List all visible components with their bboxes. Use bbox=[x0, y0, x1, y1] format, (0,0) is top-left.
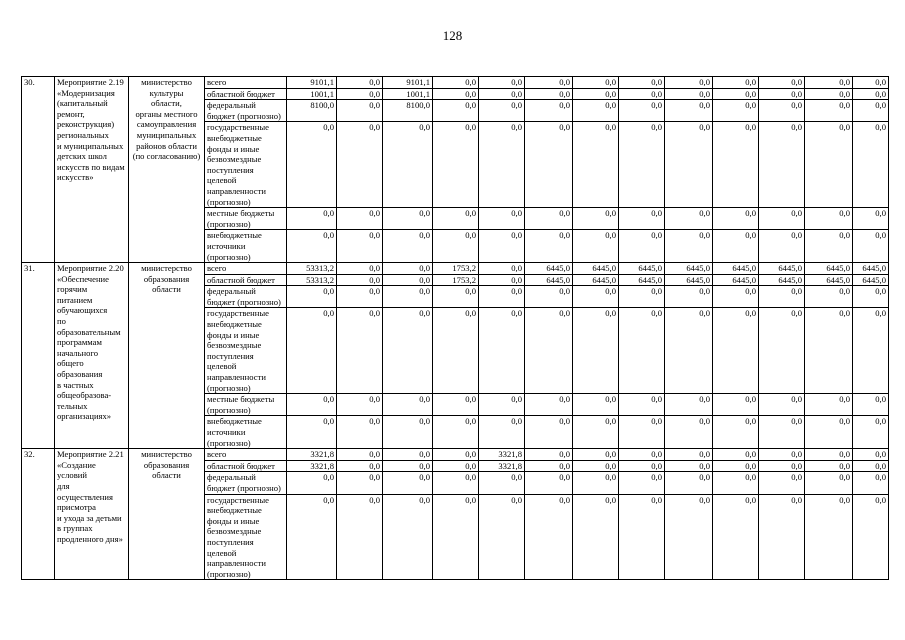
amount-cell: 0,0 bbox=[665, 449, 713, 461]
amount-cell: 0,0 bbox=[805, 494, 853, 580]
amount-cell: 0,0 bbox=[383, 494, 433, 580]
amount-cell: 0,0 bbox=[759, 122, 805, 208]
amount-cell: 0,0 bbox=[383, 416, 433, 449]
amount-cell: 0,0 bbox=[337, 100, 383, 122]
amount-cell: 6445,0 bbox=[525, 274, 573, 286]
amount-cell: 0,0 bbox=[665, 308, 713, 394]
amount-cell: 0,0 bbox=[479, 122, 525, 208]
amount-cell: 0,0 bbox=[287, 394, 337, 416]
amount-cell: 0,0 bbox=[433, 230, 479, 263]
amount-cell: 0,0 bbox=[805, 394, 853, 416]
funding-source: всего bbox=[205, 77, 287, 89]
amount-cell: 0,0 bbox=[573, 449, 619, 461]
amount-cell: 6445,0 bbox=[573, 274, 619, 286]
funding-source: местные бюджеты (прогнозно) bbox=[205, 208, 287, 230]
amount-cell: 0,0 bbox=[619, 449, 665, 461]
amount-cell: 0,0 bbox=[619, 122, 665, 208]
amount-cell: 0,0 bbox=[805, 77, 853, 89]
amount-cell: 0,0 bbox=[287, 208, 337, 230]
funding-source: областной бюджет bbox=[205, 460, 287, 472]
amount-cell: 6445,0 bbox=[853, 274, 889, 286]
amount-cell: 0,0 bbox=[287, 416, 337, 449]
amount-cell: 0,0 bbox=[853, 394, 889, 416]
amount-cell: 0,0 bbox=[525, 122, 573, 208]
table-row bbox=[22, 449, 889, 461]
amount-cell: 0,0 bbox=[383, 263, 433, 275]
amount-cell: 0,0 bbox=[433, 100, 479, 122]
amount-cell: 0,0 bbox=[479, 88, 525, 100]
measure-index: 31. bbox=[22, 263, 55, 449]
amount-cell: 0,0 bbox=[573, 100, 619, 122]
amount-cell: 6445,0 bbox=[805, 263, 853, 275]
amount-cell: 0,0 bbox=[853, 494, 889, 580]
amount-cell: 0,0 bbox=[759, 494, 805, 580]
measure-name: Мероприятие 2.19 «Модернизация (капитальный ремонт, реконструкция) региональных и муниципальных детских школ искусств по видам искусств» bbox=[55, 77, 129, 263]
amount-cell: 0,0 bbox=[853, 472, 889, 494]
funding-source: внебюджетные источники (прогнозно) bbox=[205, 416, 287, 449]
amount-cell: 0,0 bbox=[525, 494, 573, 580]
amount-cell: 0,0 bbox=[573, 494, 619, 580]
funding-source: областной бюджет bbox=[205, 274, 287, 286]
amount-cell: 0,0 bbox=[337, 88, 383, 100]
amount-cell: 0,0 bbox=[525, 416, 573, 449]
amount-cell: 0,0 bbox=[665, 394, 713, 416]
amount-cell: 0,0 bbox=[759, 208, 805, 230]
amount-cell: 0,0 bbox=[665, 472, 713, 494]
amount-cell: 0,0 bbox=[759, 100, 805, 122]
amount-cell: 0,0 bbox=[665, 88, 713, 100]
amount-cell: 53313,2 bbox=[287, 274, 337, 286]
amount-cell: 0,0 bbox=[479, 286, 525, 308]
amount-cell: 6445,0 bbox=[619, 263, 665, 275]
amount-cell: 0,0 bbox=[337, 208, 383, 230]
amount-cell: 0,0 bbox=[853, 449, 889, 461]
amount-cell: 0,0 bbox=[759, 88, 805, 100]
amount-cell: 0,0 bbox=[383, 208, 433, 230]
amount-cell: 0,0 bbox=[713, 416, 759, 449]
amount-cell: 0,0 bbox=[573, 416, 619, 449]
amount-cell: 0,0 bbox=[287, 494, 337, 580]
amount-cell: 0,0 bbox=[713, 286, 759, 308]
amount-cell: 0,0 bbox=[525, 88, 573, 100]
amount-cell: 0,0 bbox=[525, 394, 573, 416]
amount-cell: 0,0 bbox=[337, 460, 383, 472]
amount-cell: 0,0 bbox=[759, 416, 805, 449]
measure-index: 30. bbox=[22, 77, 55, 263]
amount-cell: 0,0 bbox=[713, 88, 759, 100]
amount-cell: 6445,0 bbox=[853, 263, 889, 275]
funding-source: федеральный бюджет (прогнозно) bbox=[205, 286, 287, 308]
amount-cell: 0,0 bbox=[525, 449, 573, 461]
amount-cell: 0,0 bbox=[433, 308, 479, 394]
amount-cell: 0,0 bbox=[853, 208, 889, 230]
amount-cell: 0,0 bbox=[759, 472, 805, 494]
amount-cell: 0,0 bbox=[619, 472, 665, 494]
amount-cell: 0,0 bbox=[805, 122, 853, 208]
amount-cell: 6445,0 bbox=[573, 263, 619, 275]
amount-cell: 0,0 bbox=[525, 230, 573, 263]
amount-cell: 0,0 bbox=[665, 494, 713, 580]
amount-cell: 0,0 bbox=[759, 230, 805, 263]
amount-cell: 0,0 bbox=[665, 230, 713, 263]
budget-table bbox=[21, 76, 889, 580]
amount-cell: 0,0 bbox=[433, 494, 479, 580]
responsible-executor: министерство образования области bbox=[129, 263, 205, 449]
amount-cell: 0,0 bbox=[573, 394, 619, 416]
amount-cell: 0,0 bbox=[287, 122, 337, 208]
amount-cell: 6445,0 bbox=[759, 274, 805, 286]
amount-cell: 0,0 bbox=[573, 208, 619, 230]
amount-cell: 0,0 bbox=[479, 416, 525, 449]
amount-cell: 0,0 bbox=[713, 472, 759, 494]
table-row bbox=[22, 77, 889, 89]
amount-cell: 6445,0 bbox=[713, 263, 759, 275]
amount-cell: 0,0 bbox=[383, 460, 433, 472]
funding-source: государственные внебюджетные фонды и иные безвозмездные поступления целевой направленности (прогнозно) bbox=[205, 122, 287, 208]
amount-cell: 0,0 bbox=[479, 208, 525, 230]
amount-cell: 0,0 bbox=[383, 286, 433, 308]
amount-cell: 1753,2 bbox=[433, 263, 479, 275]
amount-cell: 0,0 bbox=[713, 77, 759, 89]
amount-cell: 0,0 bbox=[573, 88, 619, 100]
responsible-executor: министерство культуры области, органы местного самоуправления муниципальных районов области (по согласованию) bbox=[129, 77, 205, 263]
amount-cell: 0,0 bbox=[337, 416, 383, 449]
amount-cell: 0,0 bbox=[433, 449, 479, 461]
amount-cell: 0,0 bbox=[479, 263, 525, 275]
amount-cell: 6445,0 bbox=[665, 274, 713, 286]
amount-cell: 3321,8 bbox=[479, 449, 525, 461]
amount-cell: 9101,1 bbox=[287, 77, 337, 89]
amount-cell: 0,0 bbox=[383, 122, 433, 208]
amount-cell: 0,0 bbox=[619, 308, 665, 394]
amount-cell: 0,0 bbox=[287, 230, 337, 263]
amount-cell: 0,0 bbox=[433, 286, 479, 308]
amount-cell: 3321,8 bbox=[287, 449, 337, 461]
amount-cell: 0,0 bbox=[759, 449, 805, 461]
amount-cell: 1001,1 bbox=[383, 88, 433, 100]
amount-cell: 0,0 bbox=[337, 274, 383, 286]
amount-cell: 6445,0 bbox=[713, 274, 759, 286]
amount-cell: 0,0 bbox=[853, 308, 889, 394]
amount-cell: 0,0 bbox=[433, 416, 479, 449]
amount-cell: 1001,1 bbox=[287, 88, 337, 100]
amount-cell: 0,0 bbox=[337, 472, 383, 494]
amount-cell: 0,0 bbox=[805, 472, 853, 494]
amount-cell: 0,0 bbox=[383, 274, 433, 286]
amount-cell: 0,0 bbox=[287, 308, 337, 394]
amount-cell: 0,0 bbox=[525, 100, 573, 122]
amount-cell: 0,0 bbox=[619, 208, 665, 230]
amount-cell: 0,0 bbox=[479, 77, 525, 89]
amount-cell: 0,0 bbox=[383, 230, 433, 263]
amount-cell: 6445,0 bbox=[525, 263, 573, 275]
amount-cell: 0,0 bbox=[433, 77, 479, 89]
amount-cell: 0,0 bbox=[619, 77, 665, 89]
amount-cell: 0,0 bbox=[713, 122, 759, 208]
amount-cell: 0,0 bbox=[525, 308, 573, 394]
amount-cell: 0,0 bbox=[337, 77, 383, 89]
amount-cell: 0,0 bbox=[573, 77, 619, 89]
amount-cell: 0,0 bbox=[337, 308, 383, 394]
amount-cell: 0,0 bbox=[619, 286, 665, 308]
amount-cell: 0,0 bbox=[759, 308, 805, 394]
measure-name: Мероприятие 2.20 «Обеспечение горячим питанием обучающихся по образовательным программам начального общего образования в частных общеобразова- тельных организациях» bbox=[55, 263, 129, 449]
amount-cell: 0,0 bbox=[479, 230, 525, 263]
amount-cell: 0,0 bbox=[525, 286, 573, 308]
amount-cell: 0,0 bbox=[337, 230, 383, 263]
amount-cell: 0,0 bbox=[619, 100, 665, 122]
amount-cell: 0,0 bbox=[479, 472, 525, 494]
amount-cell: 0,0 bbox=[525, 208, 573, 230]
amount-cell: 0,0 bbox=[383, 472, 433, 494]
amount-cell: 1753,2 bbox=[433, 274, 479, 286]
amount-cell: 0,0 bbox=[619, 416, 665, 449]
amount-cell: 3321,8 bbox=[287, 460, 337, 472]
page-number: 128 bbox=[442, 28, 463, 43]
amount-cell: 0,0 bbox=[479, 494, 525, 580]
amount-cell: 0,0 bbox=[525, 460, 573, 472]
amount-cell: 0,0 bbox=[665, 77, 713, 89]
amount-cell: 3321,8 bbox=[479, 460, 525, 472]
amount-cell: 0,0 bbox=[713, 100, 759, 122]
amount-cell: 0,0 bbox=[805, 449, 853, 461]
amount-cell: 0,0 bbox=[759, 394, 805, 416]
amount-cell: 0,0 bbox=[805, 308, 853, 394]
amount-cell: 0,0 bbox=[433, 460, 479, 472]
amount-cell: 0,0 bbox=[665, 208, 713, 230]
funding-source: всего bbox=[205, 263, 287, 275]
amount-cell: 0,0 bbox=[337, 263, 383, 275]
amount-cell: 8100,0 bbox=[383, 100, 433, 122]
amount-cell: 0,0 bbox=[665, 460, 713, 472]
amount-cell: 0,0 bbox=[619, 394, 665, 416]
funding-source: областной бюджет bbox=[205, 88, 287, 100]
amount-cell: 0,0 bbox=[853, 88, 889, 100]
amount-cell: 0,0 bbox=[853, 122, 889, 208]
amount-cell: 0,0 bbox=[287, 286, 337, 308]
amount-cell: 0,0 bbox=[665, 100, 713, 122]
funding-source: всего bbox=[205, 449, 287, 461]
amount-cell: 6445,0 bbox=[759, 263, 805, 275]
amount-cell: 0,0 bbox=[853, 77, 889, 89]
funding-source: федеральный бюджет (прогнозно) bbox=[205, 100, 287, 122]
amount-cell: 9101,1 bbox=[383, 77, 433, 89]
amount-cell: 0,0 bbox=[337, 394, 383, 416]
amount-cell: 0,0 bbox=[759, 77, 805, 89]
measure-name: Мероприятие 2.21 «Создание условий для осуществления присмотра и ухода за детьми в группах продленного дня» bbox=[55, 449, 129, 580]
amount-cell: 0,0 bbox=[665, 286, 713, 308]
table-body bbox=[22, 77, 889, 580]
amount-cell: 0,0 bbox=[853, 100, 889, 122]
amount-cell: 0,0 bbox=[713, 208, 759, 230]
amount-cell: 0,0 bbox=[573, 308, 619, 394]
funding-source: местные бюджеты (прогнозно) bbox=[205, 394, 287, 416]
amount-cell: 53313,2 bbox=[287, 263, 337, 275]
amount-cell: 0,0 bbox=[383, 449, 433, 461]
amount-cell: 0,0 bbox=[713, 394, 759, 416]
amount-cell: 0,0 bbox=[525, 77, 573, 89]
responsible-executor: министерство образования области bbox=[129, 449, 205, 580]
amount-cell: 0,0 bbox=[619, 460, 665, 472]
amount-cell: 0,0 bbox=[713, 449, 759, 461]
amount-cell: 0,0 bbox=[573, 230, 619, 263]
amount-cell: 0,0 bbox=[665, 122, 713, 208]
amount-cell: 0,0 bbox=[619, 230, 665, 263]
amount-cell: 0,0 bbox=[383, 308, 433, 394]
amount-cell: 0,0 bbox=[805, 88, 853, 100]
amount-cell: 0,0 bbox=[433, 394, 479, 416]
amount-cell: 0,0 bbox=[573, 460, 619, 472]
amount-cell: 0,0 bbox=[525, 472, 573, 494]
amount-cell: 0,0 bbox=[573, 286, 619, 308]
amount-cell: 0,0 bbox=[759, 286, 805, 308]
amount-cell: 0,0 bbox=[805, 230, 853, 263]
amount-cell: 6445,0 bbox=[805, 274, 853, 286]
funding-source: государственные внебюджетные фонды и иные безвозмездные поступления целевой направленности (прогнозно) bbox=[205, 308, 287, 394]
amount-cell: 0,0 bbox=[853, 230, 889, 263]
amount-cell: 0,0 bbox=[713, 308, 759, 394]
amount-cell: 0,0 bbox=[805, 208, 853, 230]
amount-cell: 0,0 bbox=[853, 416, 889, 449]
amount-cell: 0,0 bbox=[383, 394, 433, 416]
amount-cell: 0,0 bbox=[573, 472, 619, 494]
amount-cell: 0,0 bbox=[805, 460, 853, 472]
amount-cell: 0,0 bbox=[759, 460, 805, 472]
amount-cell: 0,0 bbox=[337, 286, 383, 308]
amount-cell: 0,0 bbox=[713, 460, 759, 472]
amount-cell: 0,0 bbox=[665, 416, 713, 449]
amount-cell: 0,0 bbox=[853, 460, 889, 472]
amount-cell: 0,0 bbox=[479, 308, 525, 394]
amount-cell: 0,0 bbox=[805, 100, 853, 122]
amount-cell: 0,0 bbox=[337, 122, 383, 208]
amount-cell: 0,0 bbox=[479, 394, 525, 416]
amount-cell: 0,0 bbox=[287, 472, 337, 494]
measure-index: 32. bbox=[22, 449, 55, 580]
amount-cell: 0,0 bbox=[573, 122, 619, 208]
amount-cell: 0,0 bbox=[805, 416, 853, 449]
amount-cell: 8100,0 bbox=[287, 100, 337, 122]
amount-cell: 0,0 bbox=[479, 274, 525, 286]
amount-cell: 0,0 bbox=[337, 449, 383, 461]
amount-cell: 0,0 bbox=[433, 472, 479, 494]
amount-cell: 6445,0 bbox=[665, 263, 713, 275]
amount-cell: 0,0 bbox=[853, 286, 889, 308]
amount-cell: 0,0 bbox=[479, 100, 525, 122]
amount-cell: 0,0 bbox=[619, 494, 665, 580]
table-row bbox=[22, 263, 889, 275]
amount-cell: 0,0 bbox=[433, 88, 479, 100]
funding-source: внебюджетные источники (прогнозно) bbox=[205, 230, 287, 263]
amount-cell: 0,0 bbox=[713, 230, 759, 263]
amount-cell: 6445,0 bbox=[619, 274, 665, 286]
amount-cell: 0,0 bbox=[805, 286, 853, 308]
amount-cell: 0,0 bbox=[433, 208, 479, 230]
amount-cell: 0,0 bbox=[713, 494, 759, 580]
amount-cell: 0,0 bbox=[433, 122, 479, 208]
funding-source: государственные внебюджетные фонды и иные безвозмездные поступления целевой направленности (прогнозно) bbox=[205, 494, 287, 580]
amount-cell: 0,0 bbox=[619, 88, 665, 100]
funding-source: федеральный бюджет (прогнозно) bbox=[205, 472, 287, 494]
amount-cell: 0,0 bbox=[337, 494, 383, 580]
